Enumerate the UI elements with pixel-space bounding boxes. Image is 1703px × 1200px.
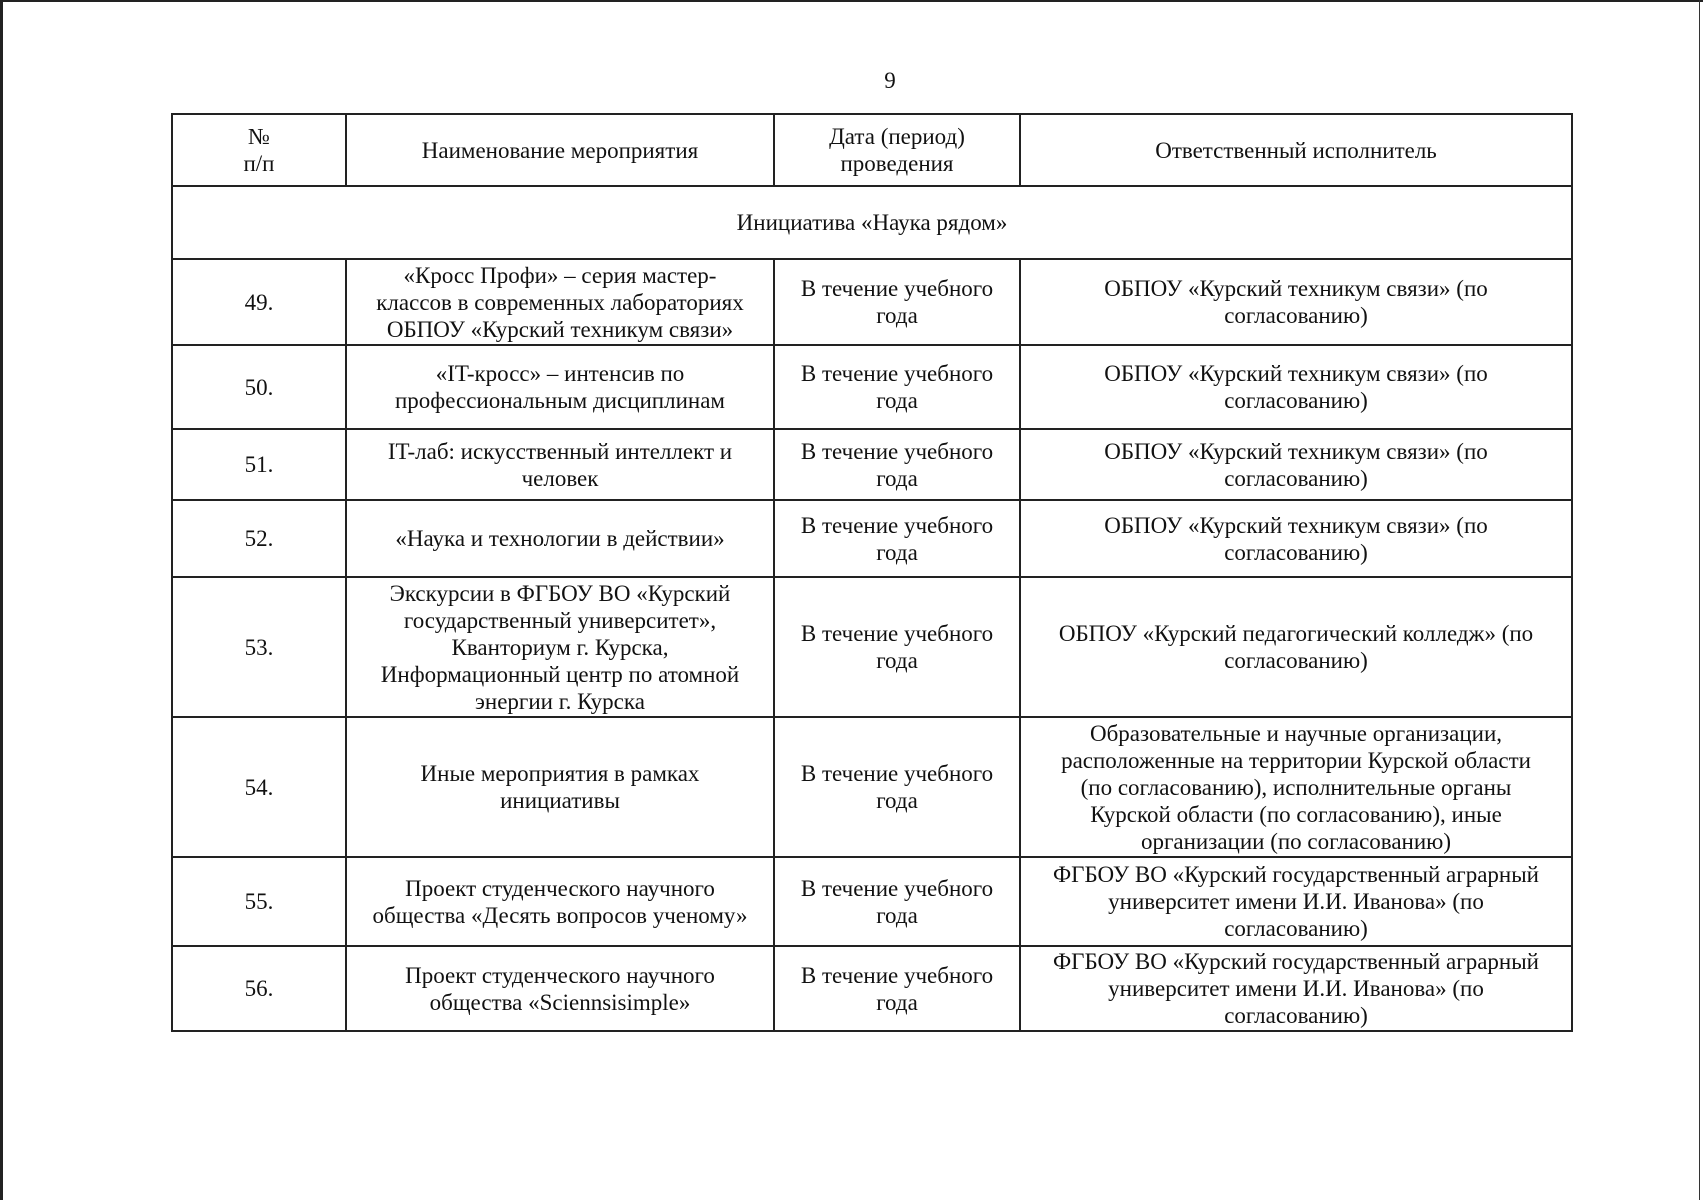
table-row <box>172 259 1572 345</box>
row-num <box>172 345 346 429</box>
cell-text: ФГБОУ ВО «Курский государственный аграрный университет имени И.И. Иванова» (по согласованию) <box>1053 949 1539 1028</box>
cell-text: Проект студенческого научного общества «Sciennsisimple» <box>405 962 715 1015</box>
cell-text: Иные мероприятия в рамках инициативы <box>420 761 700 813</box>
row-date <box>774 577 1020 717</box>
cell-text: «Кросс Профи» – серия мастер- классов в современных лабораториях ОБПОУ «Курский техникум связи» <box>376 262 744 342</box>
cell-text: 55. <box>244 889 274 914</box>
header-date <box>774 114 1020 186</box>
row-num <box>172 500 346 577</box>
cell-text: ОБПОУ «Курский техникум связи» (по согласованию) <box>1104 512 1488 565</box>
cell-text: 49. <box>244 289 274 315</box>
cell-text: 53. <box>244 634 274 660</box>
table-row <box>172 577 1572 717</box>
cell-text: В течение учебного года <box>800 276 994 328</box>
cell-text: В течение учебного года <box>800 962 994 1015</box>
cell-text: IT-лаб: искусственный интеллект и человек <box>387 438 733 491</box>
cell-text: Наименование мероприятия <box>421 137 699 163</box>
scan-edge-right <box>1699 0 1700 1200</box>
cell-text: В течение учебного года <box>800 875 994 928</box>
row-event-name <box>346 946 774 1031</box>
cell-text: Инициатива «Наука рядом» <box>736 210 1008 235</box>
row-num <box>172 857 346 946</box>
cell-text: В течение учебного года <box>800 361 994 413</box>
cell-text: «IT-кросс» – интенсив по профессиональным дисциплинам <box>395 361 725 413</box>
row-event-name <box>346 429 774 500</box>
row-event-name <box>346 345 774 429</box>
row-date <box>774 345 1020 429</box>
cell-text: 51. <box>244 452 274 477</box>
scan-edge-top <box>0 0 1703 2</box>
row-date <box>774 857 1020 946</box>
row-num <box>172 259 346 345</box>
row-responsible <box>1020 429 1572 500</box>
cell-text: В течение учебного года <box>800 761 994 813</box>
row-event-name <box>346 717 774 857</box>
header-responsible <box>1020 114 1572 186</box>
row-responsible <box>1020 857 1572 946</box>
cell-text: ОБПОУ «Курский техникум связи» (по согласованию) <box>1104 276 1488 328</box>
row-event-name <box>346 500 774 577</box>
row-num <box>172 429 346 500</box>
table-row <box>172 500 1572 577</box>
cell-text: ФГБОУ ВО «Курский государственный аграрный университет имени И.И. Иванова» (по согласованию) <box>1053 862 1539 941</box>
section-title <box>172 186 1572 259</box>
row-date <box>774 500 1020 577</box>
table-row <box>172 946 1572 1031</box>
scan-edge-left <box>0 0 3 1200</box>
row-event-name <box>346 577 774 717</box>
cell-text: № п/п <box>243 124 275 176</box>
table-row <box>172 345 1572 429</box>
row-event-name <box>346 857 774 946</box>
cell-text: 54. <box>244 774 274 800</box>
row-date <box>774 259 1020 345</box>
row-responsible <box>1020 577 1572 717</box>
cell-text: Проект студенческого научного общества «Десять вопросов ученому» <box>372 875 748 928</box>
section-row <box>172 186 1572 259</box>
row-event-name <box>346 259 774 345</box>
cell-text: Дата (период) проведения <box>829 124 965 176</box>
cell-text: 52. <box>244 526 274 551</box>
row-num <box>172 717 346 857</box>
row-responsible <box>1020 259 1572 345</box>
table-row <box>172 717 1572 857</box>
cell-text: ОБПОУ «Курский педагогический колледж» (по согласованию) <box>1058 621 1534 673</box>
cell-text: В течение учебного года <box>800 621 994 673</box>
row-responsible <box>1020 717 1572 857</box>
cell-text: В течение учебного года <box>800 438 994 491</box>
row-date <box>774 717 1020 857</box>
row-responsible <box>1020 500 1572 577</box>
cell-text: 50. <box>244 374 274 400</box>
cell-text: Образовательные и научные организации, расположенные на территории Курской области (по согласованию), исполнительные органы Курской области (по согласованию), иные организации (по согласованию) <box>1061 720 1531 854</box>
events-table <box>171 113 1573 1032</box>
cell-text: «Наука и технологии в действии» <box>395 526 725 551</box>
table-row <box>172 429 1572 500</box>
cell-text: 56. <box>244 976 274 1001</box>
cell-text: Экскурсии в ФГБОУ ВО «Курский государственный университет», Кванториум г. Курска, Информационный центр по атомной энергии г. Курска <box>380 580 740 714</box>
cell-text: ОБПОУ «Курский техникум связи» (по согласованию) <box>1104 438 1488 491</box>
row-num <box>172 946 346 1031</box>
header-num <box>172 114 346 186</box>
header-name <box>346 114 774 186</box>
table-header-row <box>172 114 1572 186</box>
row-responsible <box>1020 345 1572 429</box>
cell-text: В течение учебного года <box>800 512 994 565</box>
row-date <box>774 946 1020 1031</box>
row-num <box>172 577 346 717</box>
cell-text: Ответственный исполнитель <box>1155 137 1437 163</box>
page-number: 9 <box>884 68 896 93</box>
table-row <box>172 857 1572 946</box>
row-responsible <box>1020 946 1572 1031</box>
cell-text: ОБПОУ «Курский техникум связи» (по согласованию) <box>1104 361 1488 413</box>
row-date <box>774 429 1020 500</box>
